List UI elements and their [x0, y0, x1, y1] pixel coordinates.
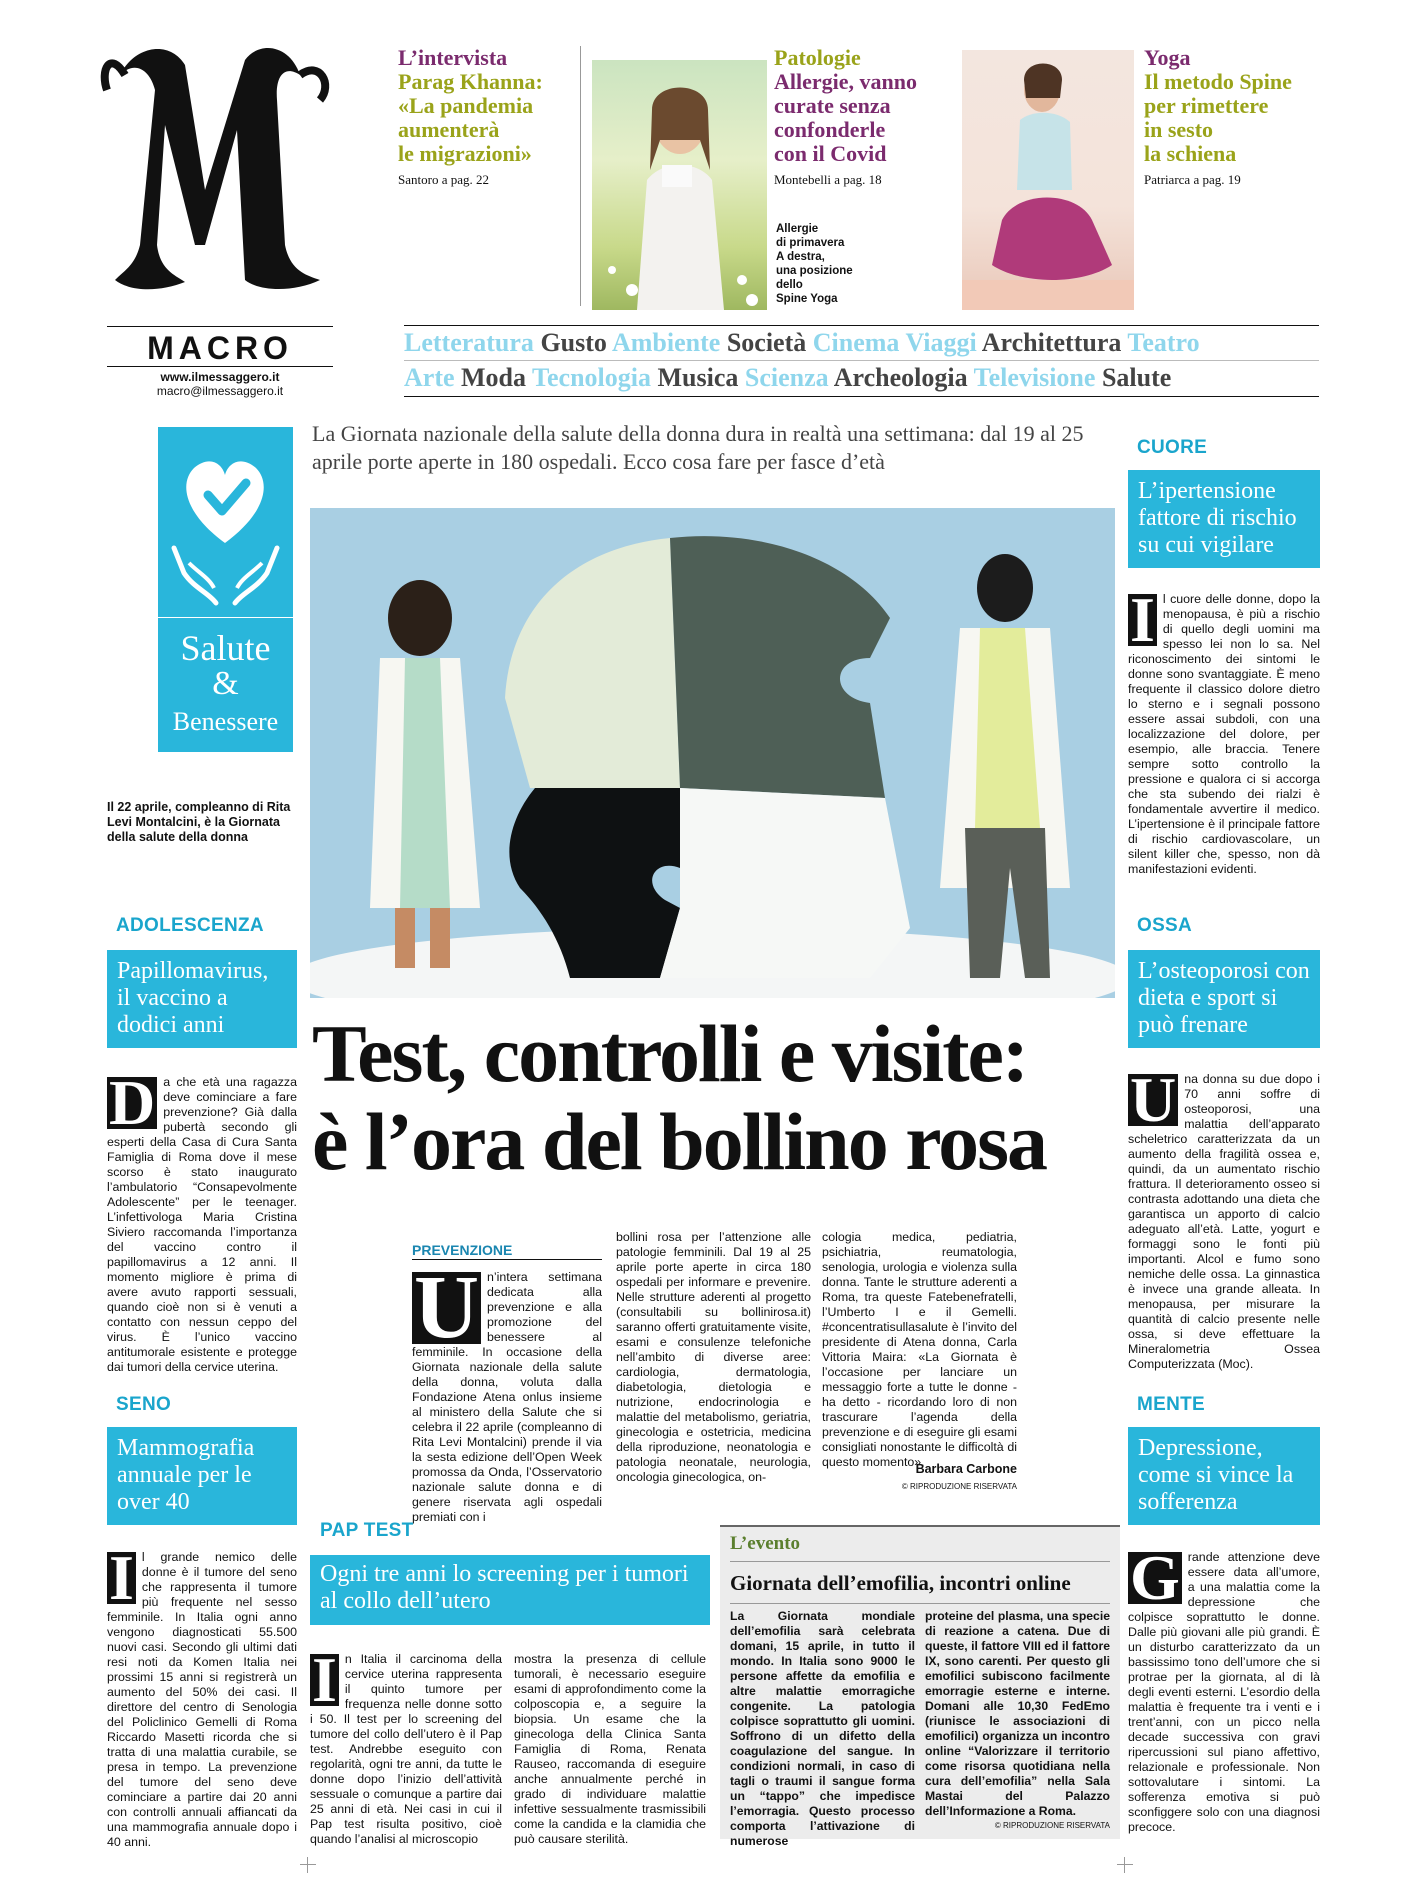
topic-link[interactable]: Musica: [657, 363, 739, 392]
article-ossa: [1128, 1064, 1320, 1372]
topic-link[interactable]: Tecnologia: [532, 363, 651, 392]
box-title-mente: Depressione, come si vince la sofferenza: [1128, 1427, 1320, 1525]
dropcap: U: [414, 1258, 479, 1357]
article-mente: [1128, 1542, 1320, 1835]
photo-caption-line: A destra,: [776, 251, 825, 263]
byline: Barbara Carbone: [915, 1462, 1017, 1476]
article-text: rande attenzione deve essere data all’umore, a una malattia come la depressione che colpisce soprattutto le donne. Dalle più giovani alle più grandi. È un disturbo caratterizzato da un bassissimo tono dell’umore che si protrae per la giornata, al di là degli eventi esterni. L’esordio della malattia è frequente tra i venti e i trent’anni, con un picco nella decade successiva con gravi ripercussioni sul piano affettivo, relazionale e professionale. Non sottovalutare i sintomi. La sofferenza emotiva si può sconfiggere solo con una diagnosi precoce.: [1128, 1550, 1320, 1834]
article-cuore: [1128, 584, 1320, 877]
yoga-photo: [962, 50, 1134, 310]
topic-link[interactable]: Società: [726, 328, 807, 357]
category-pap-test: PAP TEST: [320, 1520, 414, 1541]
teaser-title-line: per rimettere: [1144, 93, 1269, 118]
logo-line-benessere: Benessere: [172, 707, 279, 736]
dropcap: G: [1130, 1542, 1180, 1613]
puzzle-illustration: [310, 508, 1115, 998]
teaser-yoga[interactable]: [1144, 46, 1334, 188]
teaser-title-line: la schiena: [1144, 141, 1237, 166]
topic-link[interactable]: Arte: [404, 363, 455, 392]
teaser-divider: [580, 46, 581, 306]
evento-col-1: La Giornata mondiale dell’emofilia sarà celebrata domani, 15 aprile, in tutto il mondo. In Italia sono 9000 le persone affette da emofilia e altre malattie emorragiche congenite. La patologia colpisce soprattutto gli uomini. Soffrono di un difetto della coagulazione del sangue. In condizioni normali, in caso di tagli o traumi il sangue forma un “tappo” che impedisce l’emorragia. Questo processo comporta l’attivazione di numerose: [730, 1609, 915, 1848]
evento-title: Giornata dell’emofilia, incontri online: [730, 1571, 1071, 1595]
topic-link[interactable]: Viaggi: [905, 328, 977, 357]
topic-link[interactable]: Letteratura: [404, 328, 534, 357]
dropcap: I: [312, 1644, 337, 1715]
teaser-ref: Montebelli a pag. 18: [774, 172, 882, 187]
category-ossa: OSSA: [1137, 915, 1193, 936]
topics-row-1: [404, 326, 1200, 360]
box-title-ossa: L’osteoporosi con dieta e sport si può frenare: [1128, 950, 1320, 1048]
dropcap: D: [109, 1067, 156, 1138]
salute-benessere-logo: [158, 427, 293, 752]
teaser-title-line: curate senza: [774, 93, 891, 118]
topics-rule-bottom: [404, 396, 1319, 397]
teaser-title-line: confonderle: [774, 117, 886, 142]
box-title-adolescenza: Papillomavirus, il vaccino a dodici anni: [107, 950, 297, 1048]
masthead-email[interactable]: macro@ilmessaggero.it: [156, 384, 284, 398]
article-text: a che età una ragazza deve cominciare a fare prevenzione? Già dalla pubertà secondo gli esperti della Casa di Cura Santa Famiglia di Roma dove il mese scorso è stato inaugurato l’ambulatorio “Consapevolmente Adolescente” per le teenager. L’infettivologa Maria Cristina Siviero raccomanda l’importanza del vaccino contro il papillomavirus a 12 anni. Il momento migliore è prima di avere avuto rapporti sessuali, quando cioè non si è venuti a contatto con nessun ceppo del virus. È l’unico vaccino antitumorale esistente e protegge dai tumori della cervice uterina.: [107, 1075, 297, 1374]
teaser-intervista[interactable]: [398, 46, 578, 188]
crop-mark: [300, 1864, 316, 1865]
pap-test-col-1: [310, 1644, 502, 1847]
photo-caption-line: Spine Yoga: [776, 293, 838, 305]
box-title-seno: Mammografia annuale per le over 40: [107, 1427, 297, 1525]
evento-col-2: proteine del plasma, una specie di reazione a catena. Due di queste, il fattore VIII ed il fattore IX, sono carenti. Per questo gli emofilici subiscono facilmente emorragie esterne e interne. Domani alle 10,30 FedEmo (riunisce le associazioni di emofilici) organizza un incontro online “Valorizzare il territorio come risorsa quotidiana nella cura dell’emofilia” nella Sala Mastai del Palazzo dell’Informazione a Roma.: [925, 1609, 1110, 1818]
masthead-logo: [95, 30, 335, 310]
teaser-ref: Patriarca a pag. 19: [1144, 172, 1241, 187]
masthead-rule-2: [107, 366, 333, 367]
article-text: na donna su due dopo i 70 anni soffre di osteoporosi, una malattia dell’apparato scheletrico caratterizzata da un aumento della fragilità ossea e, quindi, da un aumentato rischio frattura. Il deterioramento osseo si contrasta adottando una dieta che garantisca un apporto di calcio adeguato all’età. Latte, yogurt e formaggi sono le fonti più importanti. Alcol e fumo sono nemiche delle ossa. La ginnastica è invece una grande alleata. In menopausa, per misurare la quantità di calcio presente nelle ossa, si deve effettuare la Mineralometria Ossea Computerizzata (Moc).: [1128, 1072, 1320, 1371]
dropcap: I: [109, 1542, 134, 1613]
teaser-title-line: con il Covid: [774, 141, 887, 166]
article-text: n Italia il carcinoma della cervice uterina rappresenta il quinto tumore per frequenza nelle donne sotto i 50. Il test per lo screening del tumore del collo dell’utero è il Pap test. Andrebbe eseguito con regolarità, ogni tre anni, da tutte le donne dopo l’inizio dell’attività sessuale o comunque a partire dai 25 anni di età. Nei casi in cui il Pap test risulta positivo, cioè quando l’analisi al microscopio: [310, 1652, 502, 1846]
photo-caption-line: una posizione: [776, 265, 853, 277]
box-title-cuore: L’ipertensione fattore di rischio su cui vigilare: [1128, 470, 1320, 568]
topic-link[interactable]: Cinema: [812, 328, 900, 357]
headline: [312, 1010, 1122, 1186]
category-seno: SENO: [116, 1394, 172, 1415]
category-mente: MENTE: [1137, 1394, 1205, 1415]
evento-kicker: L’evento: [730, 1533, 801, 1554]
pap-test-col-2: mostra la presenza di cellule tumorali, è necessario eseguire esami di approfondimento come la colposcopia e, a seguire la biopsia. Un esame che la ginecologa della Clinica Santa Famiglia di Roma, Renata Rauseo, raccomanda di eseguire anche annualmente perché in grado di individuare malattie infettive sessualmente trasmissibili come la candida e la clamidia che può causare sterilità.: [514, 1652, 706, 1846]
photo-caption-line: Allergie: [776, 223, 819, 235]
crop-mark: [307, 1857, 308, 1873]
topics-row-2: [404, 361, 1171, 395]
topic-link[interactable]: Moda: [461, 363, 527, 392]
main-article-col-2: bollini rosa per l’attenzione alle patologie femminili. Dal 19 al 25 aprile porte aperte in circa 180 ospedali per informare e prevenire. Nelle strutture aderenti al progetto (consultabili su bollinirosa.it) saranno offerti gratuitamente visite, esami e consulenze telefoniche nell’ambito di diverse aree: cardiologia, dermatologia, diabetologia, dietologia e nutrizione, endocrinologia e malattie del metabolismo, geriatria, ginecologia e ostetricia, medicina della riproduzione, neonatologia e patologia neonatale, neurologia, oncologia ginecologica, on-: [616, 1230, 811, 1484]
crop-mark: [1117, 1864, 1133, 1865]
allergy-photo: [592, 60, 767, 310]
copyright-evento: © RIPRODUZIONE RISERVATA: [994, 1821, 1110, 1830]
article-text: l cuore delle donne, dopo la menopausa, è più a rischio di quello degli uomini ma spesso lei non lo sa. Nel riconoscimento dei sintomi le donne sono svantaggiate. È meno frequente il classico dolore dietro lo sterno e i segnali possono essere assai subdoli, con una localizzazione del dolore, per esempio, alle braccia. Tenere sempre sotto controllo la pressione e qualora ci si accorga che sta subendo dei rialzi è fondamentale avvertire il medico. L’ipertensione è il principale fattore di rischio cardiovascolare, un silent killer che, spesso, non dà manifestazioni evidenti.: [1128, 592, 1320, 876]
dropcap: I: [1130, 584, 1155, 655]
topic-link[interactable]: Teatro: [1127, 328, 1200, 357]
teaser-title-line: Parag Khanna:: [398, 69, 543, 94]
masthead-rule: [107, 326, 333, 327]
logo-line-salute: Salute: [180, 628, 271, 668]
dropcap: U: [1130, 1064, 1177, 1135]
teaser-title-line: aumenterà: [398, 117, 500, 142]
evento-box: [720, 1525, 1120, 1848]
topic-link[interactable]: Archeologia: [833, 363, 968, 392]
crop-mark: [1124, 1857, 1125, 1873]
teaser-kicker: Patologie: [774, 45, 861, 70]
headline-line-2: è l’ora del bollino rosa: [312, 1096, 1047, 1187]
teaser-title-line: le migrazioni»: [398, 141, 532, 166]
category-adolescenza: ADOLESCENZA: [116, 915, 264, 936]
photo-caption-line: dello: [776, 279, 803, 291]
topic-link[interactable]: Gusto: [540, 328, 607, 357]
main-article-category: [412, 1240, 602, 1260]
main-article-col-1: [412, 1258, 602, 1525]
teaser-kicker: Yoga: [1144, 45, 1191, 70]
teaser-title-line: in sesto: [1144, 117, 1214, 142]
article-text: n’intera settimana dedicata alla prevenzione e alla promozione del benessere al femminile. In occasione della Giornata nazionale della salute della donna, voluta dalla Fondazione Atena onlus insieme al ministero della Salute che si celebra il 22 aprile (compleanno di Rita Levi Montalcini) prende il via la sesta edizione dell’Open Week promossa da Onda, l’Osservatorio nazionale salute donna e di genere riservata agli ospedali premiati con i: [412, 1270, 602, 1524]
article-text: l grande nemico delle donne è il tumore del seno che rappresenta il tumore più frequente nel sesso femminile. In Italia ogni anno vengono diagnosticati 55.500 nuovi casi. Secondo gli ultimi dati resi noti da Komen Italia nei prossimi 15 anni si registrerà un aumento del 50% dei casi. Il direttore del centro di Senologia del Policlinico Gemelli di Roma Riccardo Masetti ricorda che si tratta di una malattia curabile, se presa in tempo. La prevenzione del tumore del seno deve cominciare a partire dai 20 anni con controlli annuali affiancati da una mammografia annuale dopo i 40 anni.: [107, 1550, 297, 1849]
teaser-patologie[interactable]: [774, 46, 954, 188]
topic-link[interactable]: Televisione: [973, 363, 1096, 392]
topic-link[interactable]: Salute: [1101, 363, 1172, 392]
photo-caption: [776, 222, 886, 306]
logo-amp: &: [212, 665, 239, 702]
heart-hands-icon: [164, 433, 287, 613]
article-seno: [107, 1542, 297, 1850]
teaser-title-line: Il metodo Spine: [1144, 69, 1292, 94]
category-cuore: CUORE: [1137, 437, 1208, 458]
gothic-m-logo: [95, 30, 335, 310]
teaser-title-line: «La pandemia: [398, 93, 534, 118]
main-category-label: PREVENZIONE: [412, 1242, 513, 1258]
topic-link[interactable]: Scienza: [744, 363, 829, 392]
topic-link[interactable]: Architettura: [981, 328, 1122, 357]
headline-line-1: Test, controlli e visite:: [312, 1008, 1028, 1099]
teaser-title-line: Allergie, vanno: [774, 69, 917, 94]
logo-caption: Il 22 aprile, compleanno di Rita Levi Montalcini, è la Giornata della salute della donna: [107, 800, 291, 844]
box-title-pap-test: Ogni tre anni lo screening per i tumori al collo dell’utero: [310, 1555, 710, 1625]
copyright-main: © RIPRODUZIONE RISERVATA: [901, 1482, 1017, 1491]
photo-caption-line: di primavera: [776, 237, 845, 249]
masthead-name: MACRO: [147, 330, 293, 366]
standfirst: La Giornata nazionale della salute della donna dura in realtà una settimana: dal 19 al 25 aprile porte aperte in 180 ospedali. Ecco cosa fare per fasce d’età: [312, 421, 1084, 474]
article-adolescenza: [107, 1067, 297, 1375]
masthead-site[interactable]: www.ilmessaggero.it: [160, 370, 280, 384]
teaser-kicker: L’intervista: [398, 45, 508, 70]
main-article-col-3: cologia medica, pediatria, psichiatria, reumatologia, senologia, urologia e violenza sulla donna. Tante le strutture aderenti a Roma, tra queste Fatebenefratelli, l’Umberto I e il Gemelli. #concentratisullasalute è l’invito del presidente di Atena donna, Carla Vittoria Maira: «La Giornata è l’occasione per lanciare un messaggio forte a tutte le donne - ha detto - ricordando loro di non trascurare l’agenda della prevenzione e di eseguire gli esami consigliati nonostante le difficoltà di questo momento».: [822, 1230, 1017, 1469]
topic-link[interactable]: Ambiente: [611, 328, 721, 357]
teaser-ref: Santoro a pag. 22: [398, 172, 489, 187]
